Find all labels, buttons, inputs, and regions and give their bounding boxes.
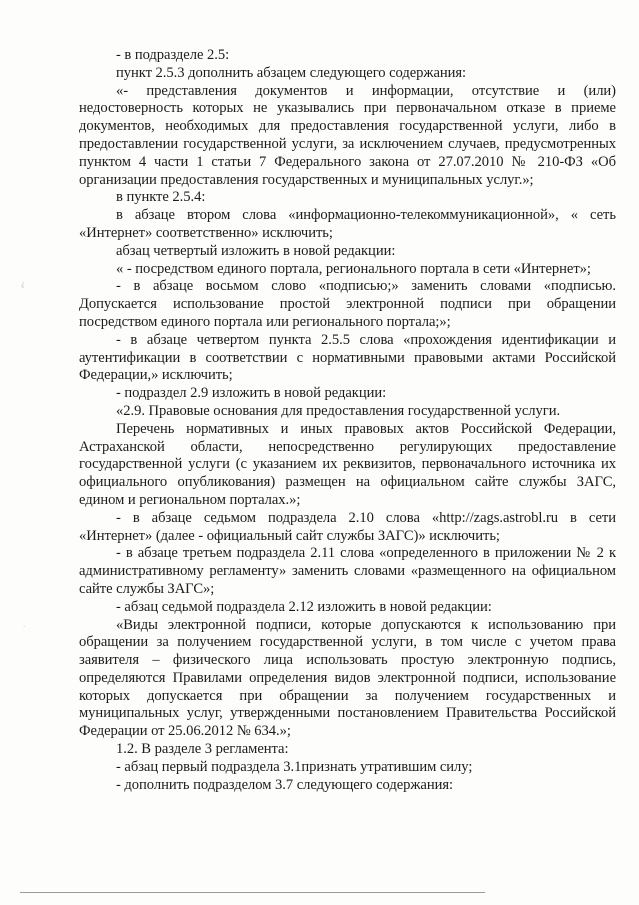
bottom-edge-line (20, 892, 485, 893)
paragraph: 1.2. В разделе 3 регламента: (116, 741, 289, 758)
scan-speck: · (23, 623, 26, 631)
paragraph: - в абзаце четвертом пункта 2.5.5 слова «прохождения идентификации и аутентификации в соответствии с нормативными правовыми актами Российской Федерации,» исключить; (79, 331, 616, 384)
paragraph: - в подразделе 2.5: (116, 47, 230, 63)
paragraph: « - посредством единого портала, регионального портала в сети «Интернет»; (116, 260, 591, 277)
paragraph: - абзац седьмой подраздела 2.12 изложить в новой редакции: (116, 598, 492, 615)
paragraph: в абзаце втором слова «информационно-телекоммуникационной», « сеть «Интернет» соответственно» исключить; (79, 207, 616, 241)
paragraph: «2.9. Правовые основания для предоставления государственной услуги. (116, 402, 561, 419)
paragraph: «Виды электронной подписи, которые допускаются к использованию при обращении за получением государственной услуги, в том числе с учетом права заявителя – физического лица использовать простую электронную подпись, определяются Правилами определения видов электронной подписи, использование которых допускается при обращении за получением государственных и муниципальных услуг, утвержденными постановлением Правительства Российской Федерации от 25.06.2012 № 634.»; (79, 616, 616, 740)
paragraph: - в абзаце седьмом подраздела 2.10 слова «http://zags.astrobl.ru в сети «Интернет» (далее - официальный сайт службы ЗАГС)» исключить; (79, 509, 616, 544)
paragraph: «- представления документов и информации, отсутствие и (или) недостоверность которых не указывались при первоначальном отказе в приеме документов, необходимых для предоставления государственной услуги, либо в предоставлении государственной услуги, за исключением случаев, предусмотренных пунктом 4 части 1 статьи 7 Федерального закона от 27.07.2010 № 210-ФЗ «Об организации предоставления государственных и муниципальных услуг.»; (79, 82, 616, 188)
paragraph: - дополнить подразделом 3.7 следующего содержания: (116, 776, 454, 793)
paragraph: в пункте 2.5.4: (116, 189, 206, 206)
scan-speck: ¿ (21, 280, 25, 288)
paragraph: абзац четвертый изложить в новой редакции: (116, 242, 396, 259)
document-body (79, 47, 616, 794)
paragraph: - абзац первый подраздела 3.1признать утратившим силу; (116, 758, 473, 775)
paragraph: пункт 2.5.3 дополнить абзацем следующего содержания: (116, 64, 467, 81)
paragraph: - подраздел 2.9 изложить в новой редакции: (116, 385, 387, 402)
paragraph: Перечень нормативных и иных правовых актов Российской Федерации, Астраханской области, непосредственно регулирующих предоставление государственной услуги (с указанием их реквизитов, первоначального источника их официального опубликования) размещен на официальном сайте службы ЗАГС, едином и региональном порталах.»; (79, 420, 616, 508)
paragraph: - в абзаце третьем подраздела 2.11 слова «определенного в приложении № 2 к административному регламенту» заменить словами «размещенного на официальном сайте службы ЗАГС»; (79, 545, 616, 597)
paragraph: - в абзаце восьмом слово «подписью;» заменить словами «подписью. Допускается использование простой электронной подписи при обращении посредством единого портала или регионального портала;»; (79, 278, 616, 330)
